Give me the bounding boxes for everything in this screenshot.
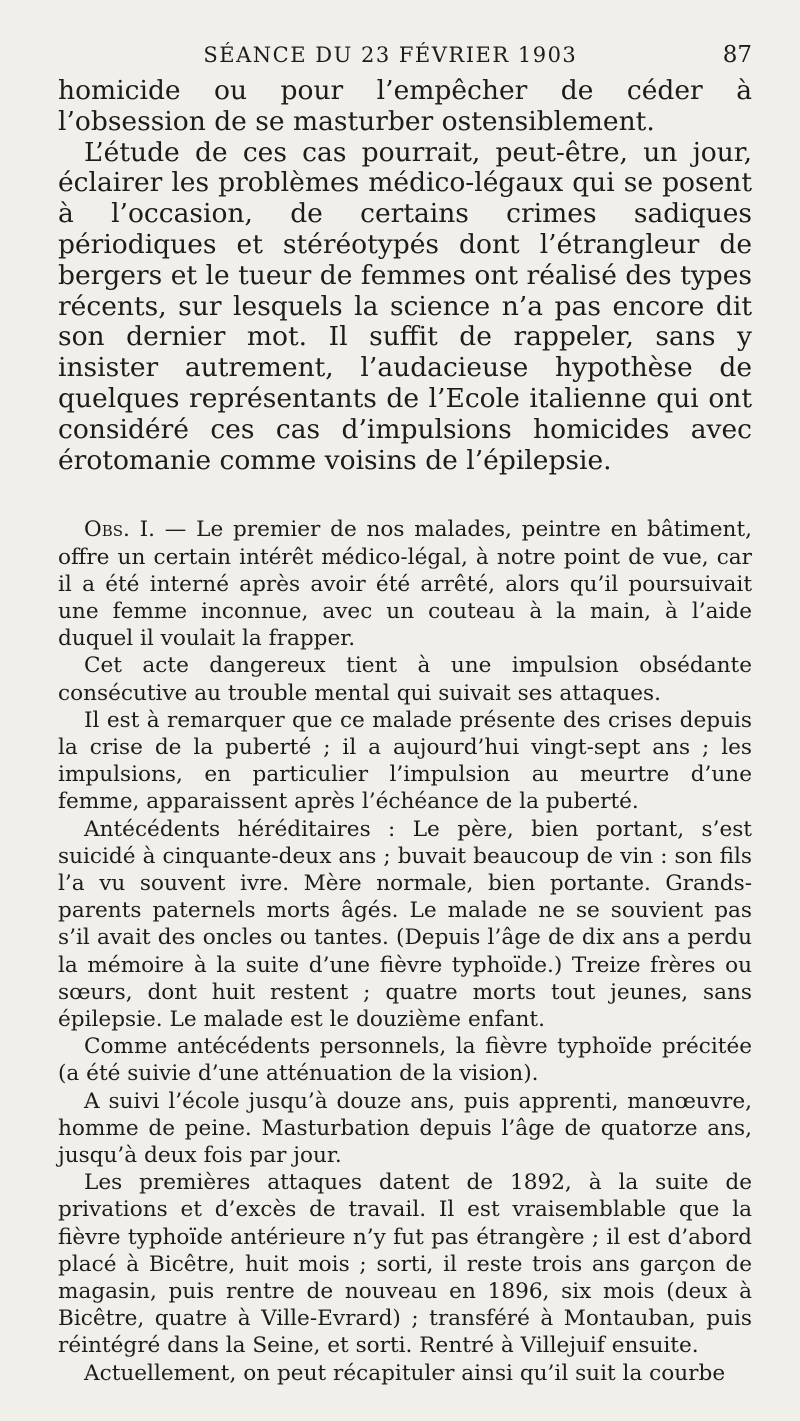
observation-paragraph: Comme antécédents personnels, la fièvre typhoïde précitée (a été suivie d’une atténuation de la vision). [58,1034,752,1087]
observation-paragraph: Antécédents héréditaires : Le père, bien portant, s’est suicidé à cinquante-deux ans ; buvait beaucoup de vin : son fils l’a vu souvent ivre. Mère normale, bien portante. Grands-parents paternels morts âgés. Le malade ne se souvient pas s’il avait des oncles ou tantes. (Depuis l’âge de dix ans a perdu la mémoire à la suite d’une fièvre typhoïde.) Treize frères ou sœurs, dont huit restent ; quatre morts tout jeunes, sans épilepsie. Le malade est le douzième enfant. [58,816,752,1033]
page-number: 87 [722,42,752,68]
observation-intro-text: — Le premier de nos malades, peintre en bâtiment, offre un certain intérêt médico-légal, à notre point de vue, car il a été interné après avoir été arrêté, alors qu’il poursuivait une femme inconnue, avec un couteau à la main, à l’aide duquel il voulait la frapper. [58,517,752,652]
observation-section [58,516,752,1387]
paragraph-etude: L’étude de ces cas pourrait, peut-être, un jour, éclairer les problèmes médico-légaux qui se posent à l’occasion, de certains crimes sadiques périodiques et stéréotypés dont l’étrangleur de bergers et le tueur de femmes ont réalisé des types récents, sur lesquels la science n’a pas encore dit son dernier mot. Il suffit de rappeler, sans y insister autrement, l’audacieuse hypothèse de quelques représentants de l’Ecole italienne qui ont considéré ces cas d’impulsions homicides avec érotomanie comme voisins de l’épilepsie. [58,136,752,476]
observation-paragraph: Les premières attaques datent de 1892, à la suite de privations et d’excès de travail. Il est vraisemblable que la fièvre typhoïde antérieure n’y fut pas étrangère ; il est d’abord placé à Bicêtre, huit mois ; sorti, il reste trois ans garçon de magasin, puis rentre de nouveau en 1896, six mois (deux à Bicêtre, quatre à Ville-Evrard) ; transféré à Montauban, puis réintégré dans la Seine, et sorti. Rentré à Villejuif ensuite. [58,1170,752,1359]
observation-label: Obs. I. [84,517,156,543]
section-gap [58,476,752,516]
paragraph-continued: homicide ou pour l’empêcher de céder à l’obsession de se masturber ostensiblement. [58,75,752,137]
observation-paragraph: Il est à remarquer que ce malade présente des crises depuis la crise de la puberté ; il a aujourd’hui vingt-sept ans ; les impulsions, en particulier l’impulsion au meurtre d’une femme, apparaissent après l’échéance de la puberté. [58,707,752,815]
running-title: SÉANCE DU 23 FÉVRIER 1903 [203,43,578,67]
observation-intro [58,516,752,652]
observation-paragraph: A suivi l’école jusqu’à douze ans, puis apprenti, manœuvre, homme de peine. Masturbation depuis l’âge de quatorze ans, jusqu’à deux fois par jour. [58,1088,752,1169]
observation-paragraph: Actuellement, on peut récapituler ainsi qu’il suit la courbe [84,1360,726,1386]
main-text [58,76,752,476]
observation-paragraph: Cet acte dangereux tient à une impulsion obsédante consécutive au trouble mental qui suivait ses attaques. [58,653,752,706]
page-header [58,42,752,68]
